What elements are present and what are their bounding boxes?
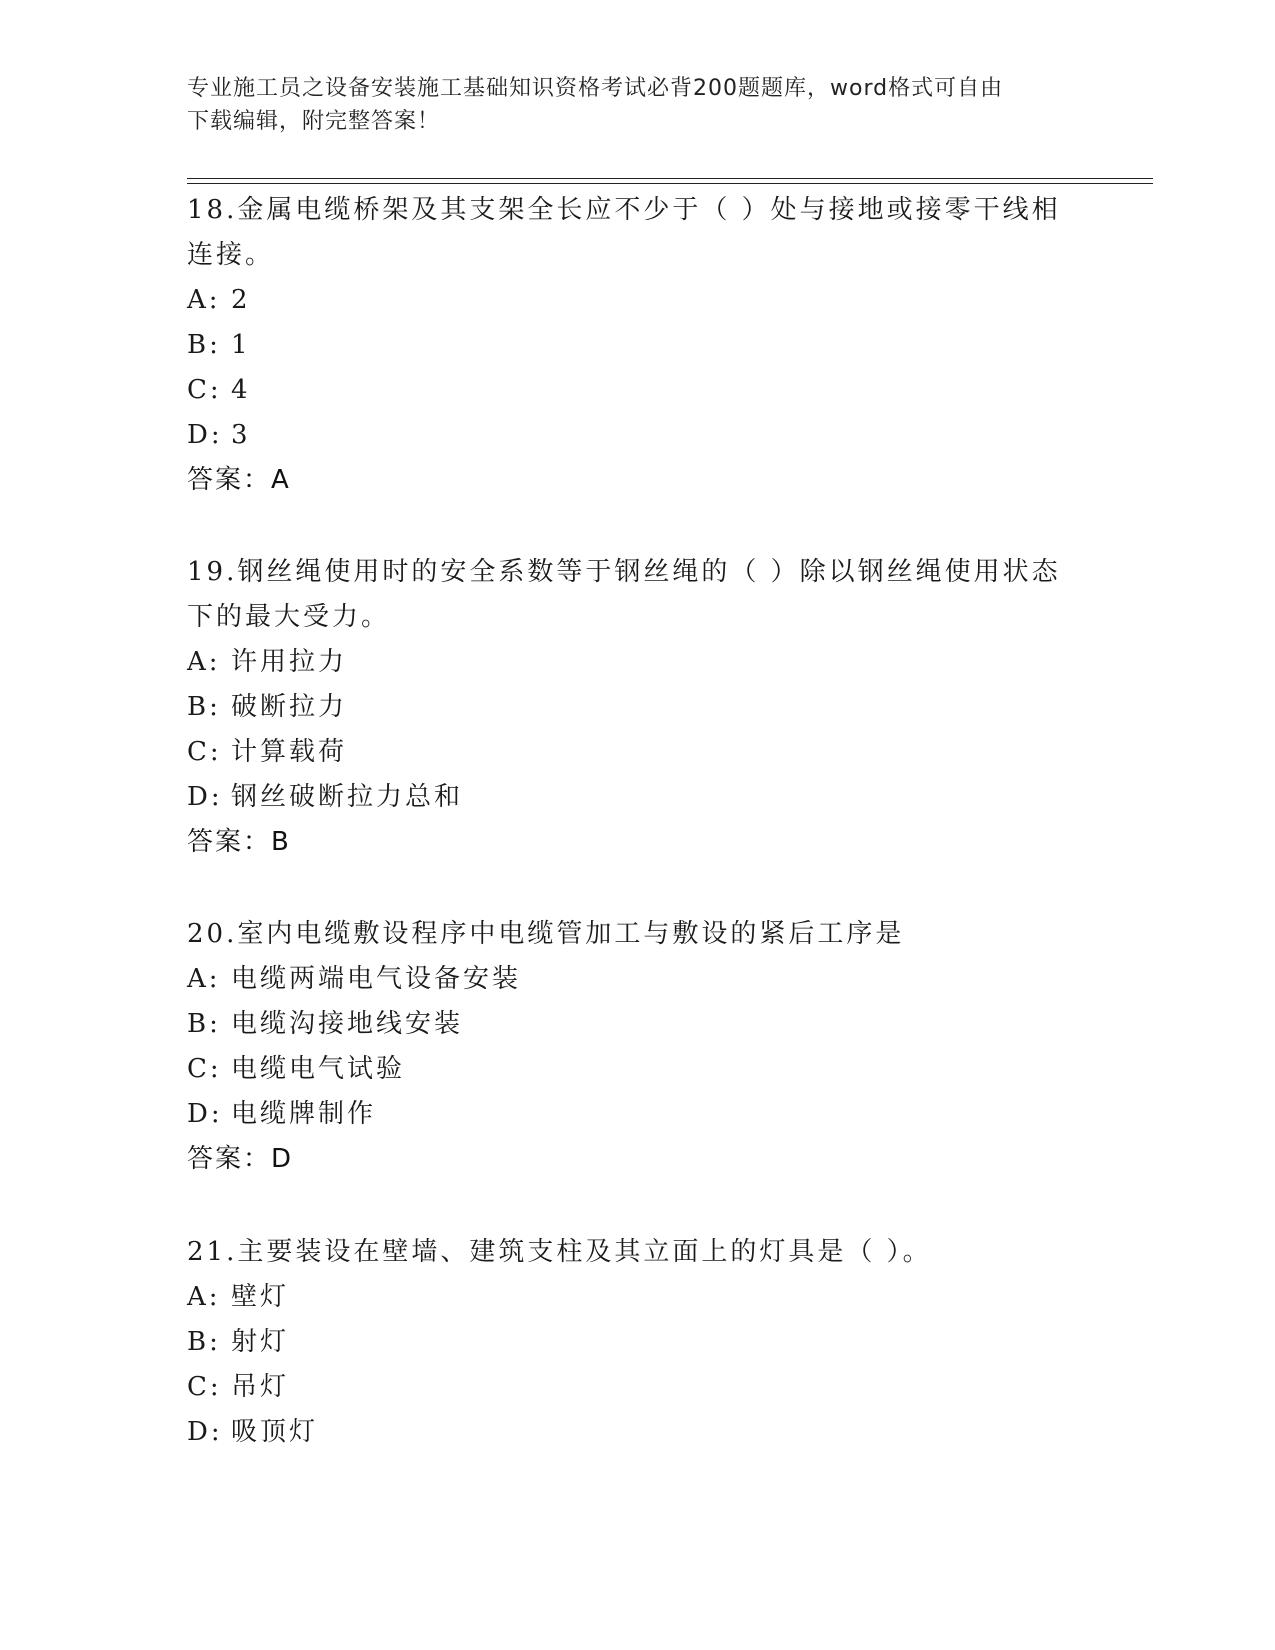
header-divider-bottom: [187, 183, 1153, 184]
answer: 答案：A: [187, 465, 291, 495]
option-c: [187, 368, 1067, 413]
option-key: D:: [187, 782, 223, 812]
option-text: 吸顶灯: [231, 1417, 319, 1447]
option-a: [187, 957, 1067, 1002]
option-c: [187, 1365, 1067, 1410]
option-key: A:: [187, 285, 221, 315]
option-d: [187, 1092, 1067, 1137]
option-b: [187, 1320, 1067, 1365]
option-key: B:: [187, 692, 221, 722]
option-key: D:: [187, 420, 223, 450]
option-key: B:: [187, 1009, 221, 1039]
option-a: [187, 1275, 1067, 1320]
question-text-line: 18.金属电缆桥架及其支架全长应不少于（ ）处与接地或接零干线相: [187, 195, 1061, 225]
option-text: 电缆两端电气设备安装: [231, 964, 522, 994]
question-text-line: 下的最大受力。: [187, 602, 391, 632]
option-b: [187, 323, 1067, 368]
option-key: B:: [187, 1327, 221, 1357]
option-key: A:: [187, 964, 221, 994]
option-text: 壁灯: [231, 1282, 290, 1312]
option-key: A:: [187, 647, 221, 677]
option-key: D:: [187, 1099, 223, 1129]
option-text: 电缆电气试验: [231, 1054, 406, 1084]
option-text: 射灯: [231, 1327, 290, 1357]
option-text: 2: [231, 285, 251, 315]
question-text-line: 连接。: [187, 240, 275, 270]
option-text: 破断拉力: [231, 692, 348, 722]
option-text: 计算载荷: [231, 737, 348, 767]
question-text-line: 21.主要装设在壁墙、建筑支柱及其立面上的灯具是（ ）。: [187, 1237, 932, 1267]
question-19: [187, 550, 1067, 865]
document-header: [187, 72, 1087, 138]
option-key: C:: [187, 1372, 222, 1402]
question-text-line: 20.室内电缆敷设程序中电缆管加工与敷设的紧后工序是: [187, 919, 905, 949]
header-divider-top: [187, 178, 1153, 179]
option-key: C:: [187, 737, 222, 767]
option-key: C:: [187, 375, 222, 405]
question-text-line: 19.钢丝绳使用时的安全系数等于钢丝绳的（ ）除以钢丝绳使用状态: [187, 557, 1061, 587]
option-d: [187, 413, 1067, 458]
option-text: 电缆沟接地线安装: [231, 1009, 464, 1039]
option-d: [187, 1410, 1067, 1455]
option-key: B:: [187, 330, 221, 360]
question-18: [187, 188, 1067, 503]
option-text: 吊灯: [231, 1372, 290, 1402]
option-text: 4: [231, 375, 251, 405]
option-text: 3: [231, 420, 251, 450]
option-b: [187, 1002, 1067, 1047]
option-d: [187, 775, 1067, 820]
option-c: [187, 730, 1067, 775]
option-b: [187, 685, 1067, 730]
answer: 答案：B: [187, 827, 291, 857]
header-line-1: 专业施工员之设备安装施工基础知识资格考试必背200题题库，word格式可自由: [187, 76, 1004, 101]
option-a: [187, 640, 1067, 685]
question-21: [187, 1230, 1067, 1455]
option-text: 许用拉力: [231, 647, 348, 677]
option-key: D:: [187, 1417, 223, 1447]
option-text: 电缆牌制作: [231, 1099, 377, 1129]
option-a: [187, 278, 1067, 323]
option-text: 钢丝破断拉力总和: [231, 782, 464, 812]
header-line-2: 下载编辑，附完整答案！: [187, 109, 441, 134]
option-key: A:: [187, 1282, 221, 1312]
question-20: [187, 912, 1067, 1182]
option-c: [187, 1047, 1067, 1092]
option-text: 1: [231, 330, 251, 360]
answer: 答案：D: [187, 1144, 294, 1174]
option-key: C:: [187, 1054, 222, 1084]
